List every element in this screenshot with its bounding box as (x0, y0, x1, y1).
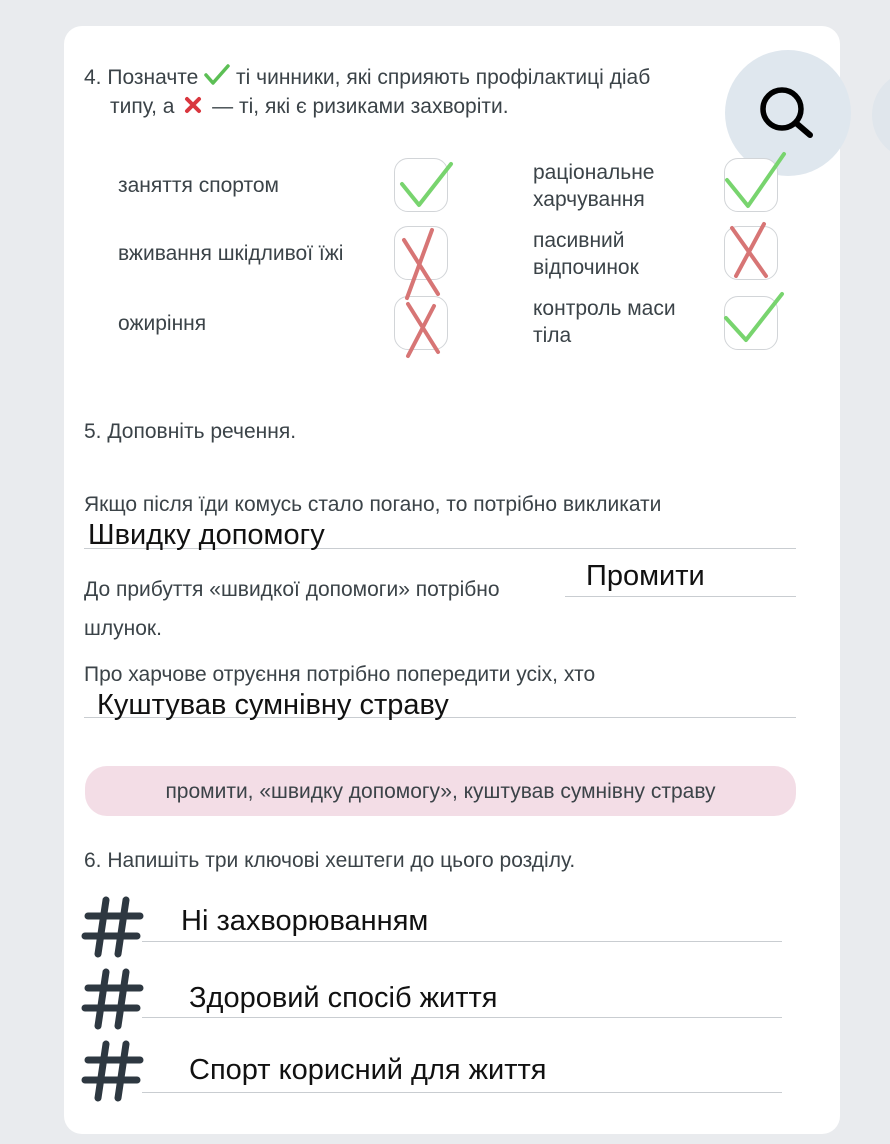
handwritten-answer-2[interactable]: Промити (586, 560, 705, 592)
cross-mark-icon (402, 300, 442, 358)
sentence-2: До прибуття «швидкої допомоги» потрібно (84, 578, 500, 601)
item-label: вживання шкідливої їжі (118, 242, 344, 265)
item-label: заняття спортом (118, 174, 279, 197)
hashtag-1[interactable]: Ні захворюванням (181, 905, 429, 937)
item-label-line1: контроль маси (533, 297, 676, 320)
hashtag-line (142, 941, 782, 942)
item-label-line2: тіла (533, 324, 572, 347)
task5-heading: 5. Доповніть речення. (84, 420, 297, 443)
item-label-line1: раціональне (533, 161, 655, 184)
item-label: ожиріння (118, 312, 207, 335)
sentence-3: Про харчове отруєння потрібно попередити усіх, хто (84, 663, 596, 686)
item-label (533, 227, 639, 281)
item-label (533, 295, 676, 349)
word-bank (85, 766, 796, 816)
sentence-2-end: шлунок. (84, 617, 162, 640)
hashtag-line (142, 1017, 782, 1018)
search-icon (758, 85, 818, 145)
check-mark-icon (722, 290, 786, 352)
word-bank-text: промити, «швидку допомогу», куштував сумнівну страву (165, 780, 716, 803)
hash-icon (82, 896, 144, 958)
hashtag-3[interactable]: Спорт корисний для життя (189, 1054, 547, 1086)
cross-icon (184, 96, 202, 114)
task4-number: 4. (84, 66, 102, 89)
hash-icon (82, 968, 144, 1030)
hashtag-2[interactable]: Здоровий спосіб життя (189, 982, 498, 1014)
task4-text-before: Позначте (107, 66, 199, 89)
task6-heading: 6. Напишіть три ключові хештеги до цього розділу. (84, 849, 576, 872)
handwritten-answer-3[interactable]: Куштував сумнівну страву (97, 689, 449, 721)
cross-mark-icon (400, 226, 444, 300)
secondary-floating-button[interactable] (872, 70, 890, 160)
task4-line2-start: типу, а (110, 95, 175, 118)
task4-heading-line2 (110, 93, 509, 120)
hashtag-line (142, 1092, 782, 1093)
hash-icon (82, 1040, 144, 1102)
item-label (533, 159, 654, 213)
check-mark-icon (396, 158, 456, 218)
item-label-line2: харчування (533, 188, 645, 211)
check-icon (204, 64, 230, 86)
check-mark-icon (724, 150, 788, 214)
task4-line2-end: — ті, які є ризиками захворіти. (212, 95, 509, 118)
task4-text-after: ті чинники, які сприяють профілактиці діаб (236, 66, 651, 89)
sentence-1: Якщо після їди комусь стало погано, то потрібно викликати (84, 493, 662, 516)
cross-mark-icon (728, 220, 772, 280)
item-label-line1: пасивний (533, 229, 625, 252)
handwritten-answer-1[interactable]: Швидку допомогу (88, 519, 325, 551)
answer-line (565, 596, 796, 597)
task4-heading-line1 (84, 64, 650, 91)
item-label-line2: відпочинок (533, 256, 639, 279)
